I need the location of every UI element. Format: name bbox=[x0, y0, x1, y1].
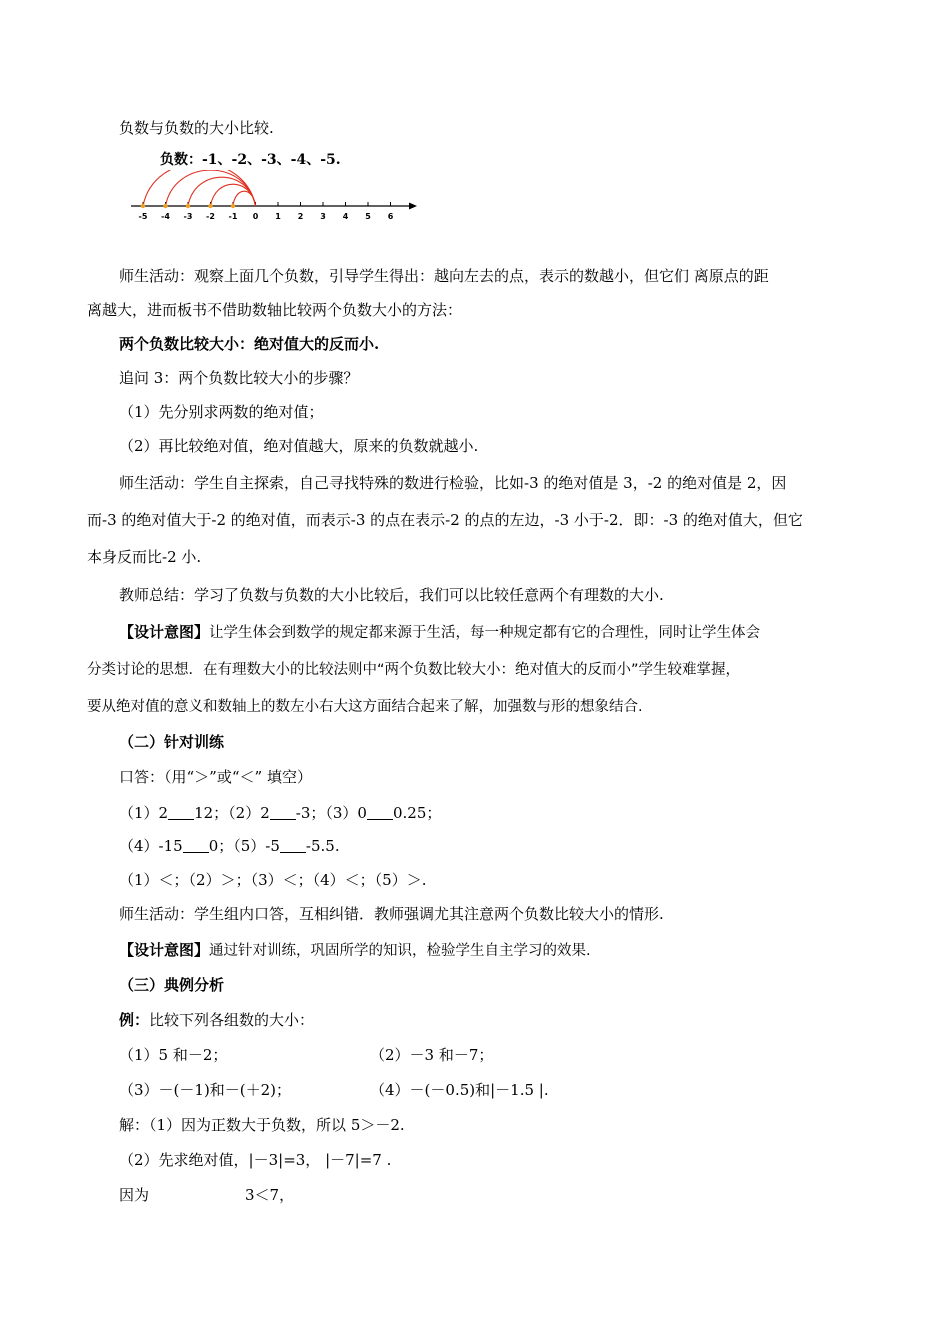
step-2: （2）再比较绝对值，绝对值越大，原来的负数就越小. bbox=[119, 437, 479, 455]
exercise-text: 0.25； bbox=[392, 804, 442, 822]
design-intent-tag: 【设计意图】 bbox=[119, 941, 210, 959]
tick-label: 6 bbox=[387, 212, 394, 221]
section-2-heading: （二）针对训练 bbox=[119, 733, 225, 751]
activity-2-line-3: 本身反而比-2 小. bbox=[87, 548, 202, 566]
exercise-text: 12；（2）2 bbox=[194, 804, 270, 822]
tick-label: -2 bbox=[206, 212, 215, 221]
solution-2: （2）先求绝对值，|－3|=3， |－7|=7 . bbox=[119, 1151, 392, 1169]
follow-up-question-3: 追问 3：两个负数比较大小的步骤？ bbox=[119, 369, 359, 387]
exercise-text: （1）2 bbox=[119, 804, 169, 822]
exercise-text: （4）-15 bbox=[119, 837, 183, 855]
design-intent-text: 让学生体会到数学的规定都来源于生活，每一种规定都有它的合理性，同时让学生体会 bbox=[209, 625, 761, 641]
answer-blank[interactable] bbox=[183, 838, 209, 853]
exercise-text: -5.5. bbox=[305, 837, 340, 855]
design-intent-text: 通过针对训练，巩固所学的知识，检验学生自主学习的效果. bbox=[209, 943, 591, 959]
step-1: （1）先分别求两数的绝对值； bbox=[119, 403, 324, 421]
design-intent-1-line-3: 要从绝对值的意义和数轴上的数左小右大这方面结合起来了解，加强数与形的想象结合. bbox=[87, 699, 643, 715]
point-marker bbox=[141, 204, 145, 208]
example-intro bbox=[119, 1010, 314, 1030]
design-intent-1-line-1 bbox=[119, 622, 760, 643]
point-marker bbox=[186, 204, 190, 208]
comparison-rule: 两个负数比较大小：绝对值大的反而小. bbox=[119, 335, 380, 353]
axis-arrow bbox=[409, 203, 417, 210]
section-3-heading: （三）典例分析 bbox=[119, 976, 225, 994]
figure-caption: 负数：-1、-2、-3、-4、-5. bbox=[160, 152, 341, 168]
tick-label: 2 bbox=[297, 212, 304, 221]
number-line-figure bbox=[125, 170, 425, 230]
answer-blank[interactable] bbox=[367, 805, 393, 820]
solution-1: 解：（1）因为正数大于负数，所以 5＞－2. bbox=[119, 1116, 405, 1134]
activity-3: 师生活动：学生组内口答，互相纠错．教师强调尤其注意两个负数比较大小的情形. bbox=[119, 905, 664, 923]
answer-blank[interactable] bbox=[168, 805, 194, 820]
example-item-2: （2）－3 和－7； bbox=[370, 1046, 494, 1064]
activity-1-line-2: 离越大，进而板书不借助数轴比较两个负数大小的方法： bbox=[87, 301, 463, 319]
exercise-row-2 bbox=[119, 836, 340, 856]
tick-label: -1 bbox=[228, 212, 238, 221]
answer-blank[interactable] bbox=[270, 805, 296, 820]
example-item-1: （1）5 和－2； bbox=[119, 1046, 228, 1064]
activity-2-line-2: 而-3 的绝对值大于-2 的绝对值，而表示-3 的点在表示-2 的点的左边，-3 小于-2．即：-3 的绝对值大，但它 bbox=[87, 511, 803, 529]
distance-arc bbox=[166, 170, 256, 206]
example-text: 比较下列各组数的大小： bbox=[149, 1011, 315, 1029]
example-item-3: （3）－(－1)和－(＋2)； bbox=[119, 1081, 292, 1099]
tick-label: 3 bbox=[320, 212, 326, 221]
design-intent-tag: 【设计意图】 bbox=[119, 623, 210, 641]
design-intent-2 bbox=[119, 940, 591, 961]
point-marker bbox=[163, 204, 167, 208]
distance-arc bbox=[233, 191, 256, 206]
exercise-text: 0；（5）-5 bbox=[208, 837, 280, 855]
point-marker bbox=[208, 204, 212, 208]
activity-2-line-1: 师生活动：学生自主探索，自己寻找特殊的数进行检验，比如-3 的绝对值是 3，-2 的绝对值是 2，因 bbox=[119, 474, 787, 492]
tick-label: -5 bbox=[138, 212, 148, 221]
distance-arc bbox=[143, 170, 256, 206]
tick-label: 1 bbox=[275, 212, 281, 221]
because-expression: 3＜7， bbox=[245, 1186, 295, 1204]
tick-label: -4 bbox=[161, 212, 170, 221]
tick-label: 4 bbox=[342, 212, 349, 221]
tick-label: -3 bbox=[183, 212, 193, 221]
example-label: 例： bbox=[119, 1011, 150, 1029]
exercise-answers: （1）＜；（2）＞；（3）＜；（4）＜；（5）＞. bbox=[119, 871, 427, 889]
teacher-summary: 教师总结：学习了负数与负数的大小比较后，我们可以比较任意两个有理数的大小. bbox=[119, 586, 664, 604]
point-marker bbox=[231, 204, 235, 208]
tick-label: 0 bbox=[252, 212, 259, 221]
answer-blank[interactable] bbox=[280, 838, 306, 853]
example-item-4: （4）－(－0.5)和|－1.5 |. bbox=[370, 1081, 549, 1099]
activity-1-line-1: 师生活动：观察上面几个负数，引导学生得出：越向左去的点，表示的数越小，但它们 离原点的距 bbox=[119, 267, 769, 285]
intro-text: 负数与负数的大小比较. bbox=[119, 119, 274, 137]
design-intent-1-line-2: 分类讨论的思想．在有理数大小的比较法则中“两个负数比较大小：绝对值大的反而小”学生较难掌握， bbox=[87, 662, 741, 678]
tick-label: 5 bbox=[365, 212, 371, 221]
because-label: 因为 bbox=[119, 1186, 150, 1204]
exercise-text: -3；（3）0 bbox=[295, 804, 367, 822]
oral-answer-instruction: 口答：（用“＞”或“＜” 填空） bbox=[119, 768, 312, 786]
exercise-row-1 bbox=[119, 803, 441, 823]
